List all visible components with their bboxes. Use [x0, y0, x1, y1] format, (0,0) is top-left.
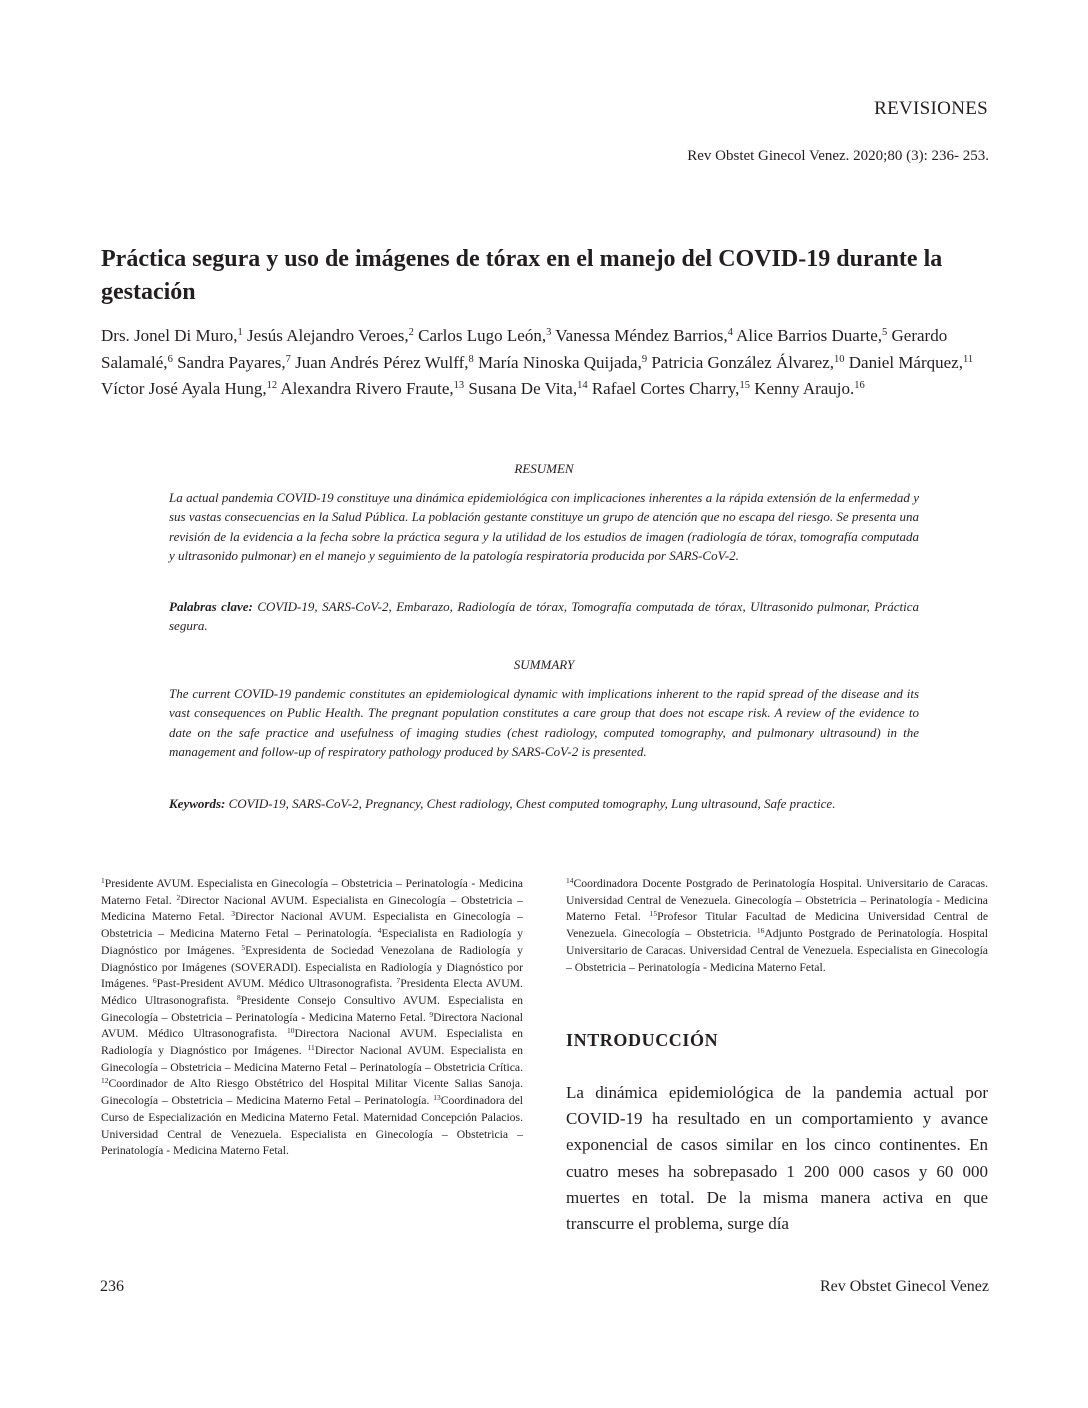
- author-name: Jonel Di Muro,: [134, 326, 238, 345]
- footnote-mark: 6: [152, 976, 157, 986]
- footnotes-column-left: [101, 876, 523, 1160]
- footnote-text: Director Nacional AVUM. Especialista en Ginecología – Obstetricia – Medicina Materno Fetal.: [101, 893, 523, 924]
- author-affiliation-mark: 9: [641, 353, 648, 365]
- author-affiliation-mark: 11: [962, 353, 974, 365]
- running-footer-journal: Rev Obstet Ginecol Venez: [820, 1278, 989, 1295]
- author-name: Juan Andrés Pérez Wulff,: [295, 352, 469, 372]
- author-list: [101, 323, 1001, 403]
- footnote-mark: 16: [756, 926, 765, 936]
- footnote-mark: 5: [241, 942, 246, 952]
- resumen-keywords: [169, 597, 919, 636]
- author-name: Víctor José Ayala Hung,: [101, 379, 267, 398]
- footnote-text: Director Nacional AVUM. Especialista en Ginecología – Obstetricia – Medicina Materno Fetal – Perinatología.: [101, 910, 523, 941]
- resumen-keywords-label: Palabras clave:: [169, 599, 253, 614]
- footnote-text: Director Nacional AVUM. Especialista en Ginecología – Obstetricia – Medicina Materno Fetal – Perinatología – Obstetricia Crítica.: [101, 1044, 524, 1074]
- footnote-mark: 13: [433, 1093, 441, 1103]
- author-affiliation-mark: 15: [739, 380, 750, 391]
- resumen-keywords-list: COVID-19, SARS-CoV-2, Embarazo, Radiología de tórax, Tomografía computada de tórax, Ultrasonido pulmonar, Práctica segura.: [169, 599, 920, 634]
- footnote-text: Presidente Consejo Consultivo AVUM. Especialista en Ginecología – Obstetricia – Perinatología - Medicina Materno Fetal.: [101, 993, 523, 1024]
- author-name: Kenny Araujo.: [754, 379, 855, 398]
- page-number: 236: [100, 1278, 124, 1295]
- footnote-text: Especialista en Radiología y Diagnóstico por Imágenes.: [101, 927, 523, 957]
- author-affiliation-mark: 12: [266, 380, 278, 391]
- footnote-mark: 15: [649, 909, 658, 919]
- footnote-mark: 11: [307, 1043, 315, 1053]
- summary-keywords-list: COVID-19, SARS-CoV-2, Pregnancy, Chest radiology, Chest computed tomography, Lung ultrasound, Safe practice.: [225, 796, 836, 811]
- summary-keywords-label: Keywords:: [169, 796, 226, 811]
- footnote-mark: 12: [101, 1076, 109, 1086]
- author-name: Alice Barrios Duarte,: [736, 326, 883, 345]
- footnote-text: Profesor Titular Facultad de Medicina Universidad Central de Venezuela. Ginecología – Obstetricia.: [566, 910, 989, 941]
- footnote-mark: 9: [429, 1009, 434, 1019]
- footnote-text: Directora Nacional AVUM. Médico Ultrasonografista.: [101, 1010, 523, 1041]
- author-affiliation-mark: 7: [285, 353, 291, 365]
- footnote-text: Coordinadora del Curso de Especialización en Medicina Materno Fetal. Maternidad Concepción Palacios. Universidad Central de Venezuela. Especialista en Ginecología – Obstetricia – Perinatología - Medicina Materno Fetal.: [101, 1094, 523, 1158]
- footnote-mark: 1: [101, 876, 105, 885]
- footnote: [153, 977, 397, 990]
- author-affiliation-mark: 14: [577, 380, 588, 391]
- section-label: REVISIONES: [874, 98, 988, 119]
- author-affiliation-mark: 10: [834, 353, 845, 365]
- introduction-paragraph: La dinámica epidemiológica de la pandemia actual por COVID-19 ha resultado en un comportamiento y avance exponencial de casos similar en los cinco continentes. En cuatro meses ha sobrepasado 1 200 000 casos y 60 000 muertes en total. De la misma manera activa en que transcurre el problema, surge día: [566, 1083, 988, 1234]
- author-name: Rafael Cortes Charry,: [591, 379, 740, 398]
- footnote-mark: 10: [287, 1026, 295, 1036]
- resumen-text: La actual pandemia COVID-19 constituye una dinámica epidemiológica con implicaciones inherentes a la rápida extensión de la enfermedad y sus vastas consecuencias en la Salud Pública. La población gestante constituye un grupo de atención que no escapa del riesgo. Se presenta una revisión de la evidencia a la fecha sobre la práctica segura y la utilidad de los estudios de imagen (radiología de tórax, tomografía computada y ultrasonido pulmonar) en el manejo y seguimiento de la patología respiratoria producida por SARS-CoV-2.: [169, 490, 919, 563]
- article-title: Práctica segura y uso de imágenes de tórax en el manejo del COVID-19 durante la gestación: [101, 246, 943, 305]
- resumen-heading: RESUMEN: [514, 461, 574, 476]
- footnote-text: Directora Nacional AVUM. Especialista en Radiología y Diagnóstico por Imágenes.: [101, 1027, 524, 1058]
- authors-prefix: Drs.: [101, 326, 135, 345]
- footnote-mark: 14: [566, 876, 574, 885]
- author-name: Carlos Lugo León,: [418, 326, 547, 345]
- summary-keywords: [169, 794, 919, 813]
- summary-text: The current COVID-19 pandemic constitutes an epidemiological dynamic with implications inherent to the rapid spread of the disease and its vast consequences on Public Health. The pregnant population constitutes a care group that does not escape risk. A review of the evidence to date on the safe practice and usefulness of imaging studies (chest radiology, computed tomography, and pulmonary ultrasound) in the management and follow-up of respiratory pathology produced by SARS-CoV-2 is presented.: [169, 686, 919, 759]
- footnote-text: Presidenta Electa AVUM. Médico Ultrasonografista.: [101, 977, 523, 1007]
- author-name: Susana De Vita,: [468, 379, 578, 398]
- footnote-mark: 3: [231, 909, 236, 919]
- author-name: Vanessa Méndez Barrios,: [555, 326, 728, 345]
- author-name: Jesús Alejandro Veroes,: [246, 326, 409, 345]
- author-name: Sandra Payares,: [177, 352, 286, 372]
- footnote-text: Coordinadora Docente Postgrado de Perinatología Hospital. Universitario de Caracas. Universidad Central de Venezuela. Ginecología – Obstetricia – Perinatología - Medicina Materno Fetal.: [566, 877, 988, 924]
- footnote-text: Coordinador de Alto Riesgo Obstétrico del Hospital Militar Vicente Salias Sanoja. Ginecología – Obstetricia – Medicina Materno Fetal – Perinatología.: [101, 1077, 523, 1108]
- introduction-text: [566, 1080, 988, 1237]
- author-affiliation-mark: 5: [882, 327, 888, 338]
- author-affiliation-mark: 16: [854, 380, 865, 391]
- journal-citation: Rev Obstet Ginecol Venez. 2020;80 (3): 236- 253.: [687, 148, 989, 164]
- author-affiliation-mark: 1: [237, 327, 243, 338]
- footnote-text: Adjunto Postgrado de Perinatología. Hospital Universitario de Caracas. Universidad Central de Venezuela. Especialista en Ginecología – Obstetricia – Perinatología - Medicina Materno Fetal.: [566, 927, 988, 974]
- author-affiliation-mark: 6: [167, 353, 173, 365]
- footnotes-column-right: [566, 876, 988, 976]
- footnote-mark: 4: [377, 926, 382, 936]
- footnote-text: Past-President AVUM. Médico Ultrasonografista.: [156, 977, 397, 991]
- author-name: María Ninoska Quijada,: [478, 352, 642, 372]
- author-name: Gerardo Salamalé,: [101, 326, 948, 372]
- author-name: Daniel Márquez,: [848, 352, 963, 372]
- footnote-mark: 2: [176, 892, 181, 902]
- author-name: Alexandra Rivero Fraute,: [280, 379, 454, 398]
- author-affiliation-mark: 13: [453, 380, 465, 391]
- author-affiliation-mark: 2: [408, 327, 414, 338]
- author-affiliation-mark: 4: [727, 327, 733, 338]
- footnote-text: Presidente AVUM. Especialista en Ginecología – Obstetricia – Perinatología - Medicina Materno Fetal.: [101, 877, 523, 907]
- author-affiliation-mark: 8: [468, 353, 474, 365]
- introduction-heading: INTRODUCCIÓN: [566, 1030, 719, 1050]
- author-name: Patricia González Álvarez,: [651, 352, 834, 372]
- author-affiliation-mark: 3: [546, 327, 552, 338]
- summary-heading: SUMMARY: [513, 657, 575, 672]
- footnote-mark: 7: [396, 976, 401, 986]
- footnote-mark: 8: [237, 992, 241, 1002]
- footnote-text: Expresidenta de Sociedad Venezolana de Radiología y Diagnóstico por Imágenes (SOVERADI). Especialista en Radiología y Diagnóstico por Imágenes.: [101, 943, 523, 991]
